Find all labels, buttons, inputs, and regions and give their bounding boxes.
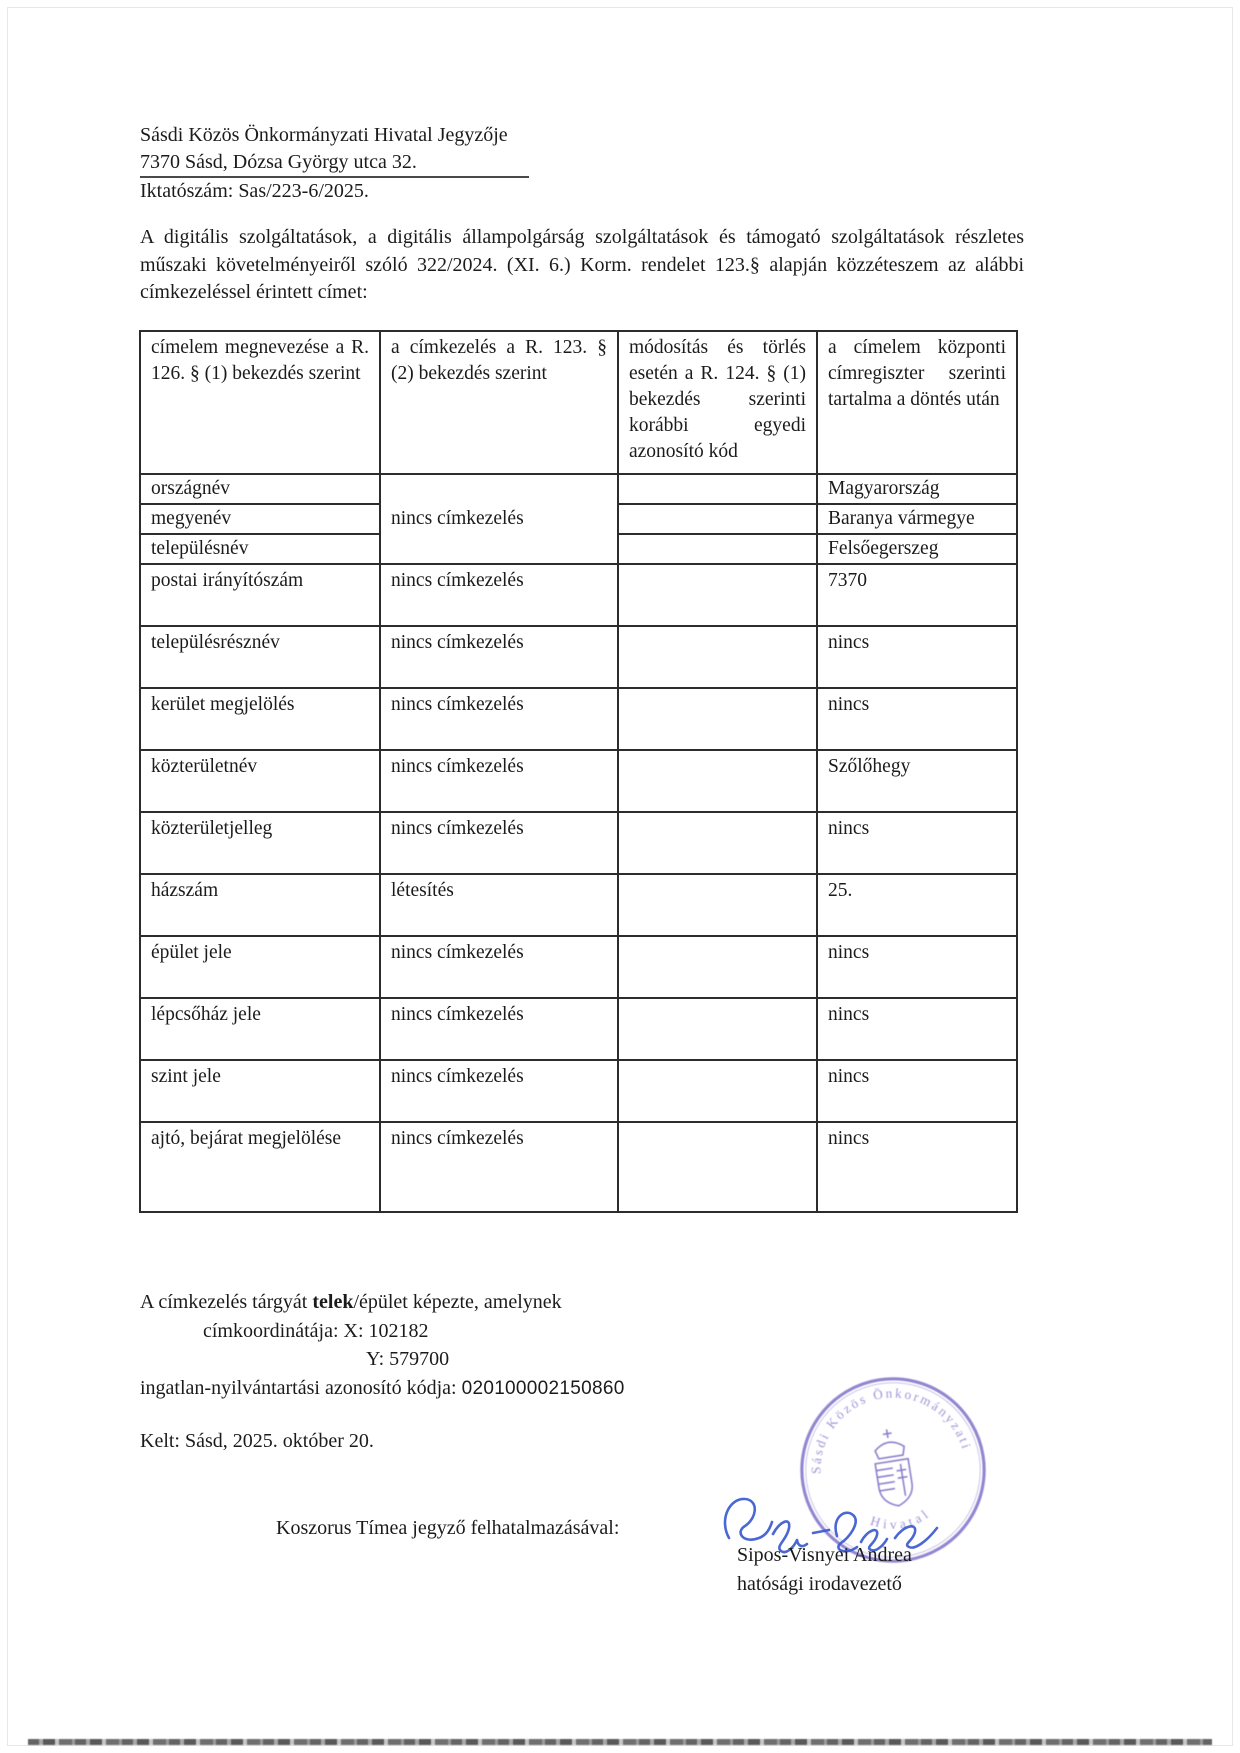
element-name-cell: házszám: [140, 874, 380, 936]
coordinate-x-line: [203, 1317, 625, 1346]
labeling-cell: nincs címkezelés: [380, 474, 618, 564]
previous-code-cell: [618, 750, 817, 812]
sender-address-line: [140, 149, 529, 178]
table-row: [140, 626, 1017, 688]
registry-content-cell: 25.: [817, 874, 1017, 936]
stamp-arc-text-bottom: Hivatal: [868, 1504, 934, 1532]
element-name-cell: lépcsőház jele: [140, 998, 380, 1060]
cadastral-line: [140, 1374, 625, 1404]
subject-suffix: /épület képezte, amelynek: [353, 1291, 562, 1313]
labeling-cell: nincs címkezelés: [380, 1122, 618, 1212]
scan-artifact-line: [28, 1739, 1212, 1745]
coordinate-y-line: [366, 1345, 625, 1374]
coordinate-label: címkoordinátája:: [203, 1319, 339, 1342]
element-name-cell: országnév: [140, 474, 380, 504]
dateline: Kelt: Sásd, 2025. október 20.: [140, 1430, 374, 1452]
previous-code-cell: [618, 534, 817, 564]
labeling-cell: létesítés: [380, 874, 618, 936]
previous-code-cell: [618, 564, 817, 626]
previous-code-cell: [618, 1122, 817, 1212]
previous-code-cell: [618, 688, 817, 750]
subject-object-bold: telek: [312, 1291, 354, 1313]
labeling-cell: nincs címkezelés: [380, 812, 618, 874]
table-row: [140, 1060, 1017, 1122]
element-name-cell: megyenév: [140, 504, 380, 534]
element-name-cell: szint jele: [140, 1060, 380, 1122]
subject-prefix: A címkezelés tárgyát: [140, 1291, 313, 1313]
intro-paragraph: A digitális szolgáltatások, a digitális állampolgárság szolgáltatások és támogató szolgáltatások részletes műszaki követelményeiről szóló 322/2024. (XI. 6.) Korm. rendelet 123.§ alapján közzéteszem az alábbi címkezeléssel érintett címet:: [140, 226, 1024, 303]
column-header: módosítás és törlés esetén a R. 124. § (1) bekezdés szerinti korábbi egyedi azonosító kód: [618, 331, 817, 474]
registry-content-cell: nincs: [817, 936, 1017, 998]
element-name-cell: közterületjelleg: [140, 812, 380, 874]
authorization-line: Koszorus Tímea jegyző felhatalmazásával:: [276, 1517, 620, 1539]
previous-code-cell: [618, 812, 817, 874]
table-row: [140, 812, 1017, 874]
table-header-row: [140, 331, 1017, 474]
address-elements-table: [139, 330, 1018, 1213]
labeling-cell: nincs címkezelés: [380, 564, 618, 626]
coordinate-x-value: X: 102182: [343, 1319, 429, 1342]
registry-content-cell: Felsőegerszeg: [817, 534, 1017, 564]
signer-name: Sipos-Visnyei Andrea: [737, 1544, 912, 1566]
registry-content-cell: Baranya vármegye: [817, 504, 1017, 534]
previous-code-cell: [618, 504, 817, 534]
labeling-cell: nincs címkezelés: [380, 626, 618, 688]
address-table-body: [140, 331, 1017, 1212]
table-row: [140, 564, 1017, 626]
previous-code-cell: [618, 1060, 817, 1122]
labeling-cell: nincs címkezelés: [380, 1060, 618, 1122]
registry-content-cell: nincs: [817, 1060, 1017, 1122]
registry-content-cell: nincs: [817, 998, 1017, 1060]
table-row: [140, 750, 1017, 812]
sender-office: Sásdi Közös Önkormányzati Hivatal Jegyzője: [140, 124, 508, 146]
previous-code-cell: [618, 936, 817, 998]
element-name-cell: településnév: [140, 534, 380, 564]
table-row: [140, 1122, 1017, 1212]
registry-content-cell: Magyarország: [817, 474, 1017, 504]
table-row: [140, 998, 1017, 1060]
file-number-line: [140, 178, 529, 205]
element-name-cell: ajtó, bejárat megjelölése: [140, 1122, 380, 1212]
element-name-cell: közterületnév: [140, 750, 380, 812]
cadastral-label: ingatlan-nyilvántartási azonosító kódja:: [140, 1376, 457, 1399]
previous-code-cell: [618, 626, 817, 688]
element-name-cell: településrésznév: [140, 626, 380, 688]
stamp-arc-text-top: Sásdi Közös Önkormányzati: [808, 1385, 975, 1475]
labeling-cell: nincs címkezelés: [380, 750, 618, 812]
labeling-cell: nincs címkezelés: [380, 936, 618, 998]
registry-content-cell: nincs: [817, 626, 1017, 688]
registry-content-cell: nincs: [817, 1122, 1017, 1212]
labeling-cell: nincs címkezelés: [380, 688, 618, 750]
element-name-cell: épület jele: [140, 936, 380, 998]
sender-block: [140, 122, 529, 205]
subject-line: [140, 1288, 625, 1317]
cadastral-code: 020100002150860: [461, 1377, 625, 1399]
labeling-cell: nincs címkezelés: [380, 998, 618, 1060]
table-row: [140, 474, 1017, 504]
table-row: [140, 874, 1017, 936]
signer-title: hatósági irodavezető: [737, 1573, 902, 1595]
column-header: a címkezelés a R. 123. § (2) bekezdés szerint: [380, 331, 618, 474]
previous-code-cell: [618, 474, 817, 504]
registry-content-cell: nincs: [817, 688, 1017, 750]
file-number-value: Sas/223-6/2025.: [238, 180, 369, 202]
registry-content-cell: 7370: [817, 564, 1017, 626]
registry-content-cell: nincs: [817, 812, 1017, 874]
registry-content-cell: Szőlőhegy: [817, 750, 1017, 812]
previous-code-cell: [618, 998, 817, 1060]
subject-block: [140, 1288, 625, 1403]
svg-text:Sásdi Közös Önkormányzati: [797, 1373, 975, 1476]
table-row: [140, 688, 1017, 750]
element-name-cell: kerület megjelölés: [140, 688, 380, 750]
table-row: [140, 936, 1017, 998]
sender-address: 7370 Sásd, Dózsa György utca 32.: [140, 149, 529, 178]
coordinate-y-value: Y: 579700: [366, 1348, 450, 1370]
element-name-cell: postai irányítószám: [140, 564, 380, 626]
column-header: címelem megnevezése a R. 126. § (1) bekezdés szerint: [140, 331, 380, 474]
previous-code-cell: [618, 874, 817, 936]
column-header: a címelem központi címregiszter szerinti tartalma a döntés után: [817, 331, 1017, 474]
file-number-label: Iktatószám:: [140, 180, 234, 202]
